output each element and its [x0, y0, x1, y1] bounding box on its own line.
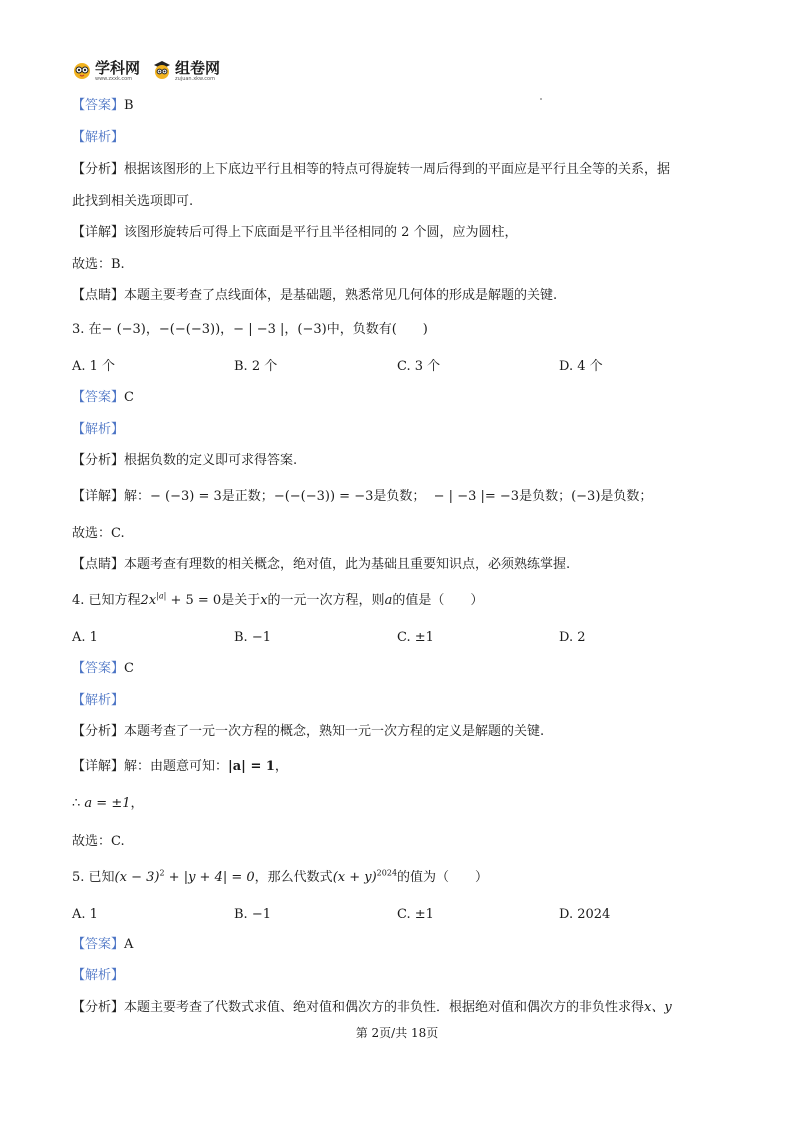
q5-fenxi-vars: x、y [644, 1000, 672, 1015]
q3-stem-suffix: 中，负数有( ) [326, 322, 428, 337]
q4-eq-rest: + 5 = 0 [166, 593, 222, 608]
q4-stem-mid2: 的一元一次方程，则 [267, 593, 385, 608]
q2-dianjing [72, 287, 557, 305]
q3-answer-value: C [124, 390, 134, 405]
stray-dot [540, 98, 542, 100]
fenxi-tag: 【分析】 [72, 724, 125, 739]
q3-answer [72, 389, 134, 407]
q4-answer [72, 660, 134, 678]
q4-fenxi [72, 723, 544, 741]
q4-xj-end: ， [274, 759, 288, 774]
q3-xj-expr-3: − | −3 |= −3 [433, 489, 520, 504]
answer-tag: 【答案】 [72, 98, 125, 113]
q2-analysis-heading [72, 129, 124, 147]
q4-eq-base: 2x [140, 593, 157, 608]
q5-fenxi [72, 999, 672, 1017]
q2-dianjing-text: 本题主要考查了点线面体，是基础题，熟悉常见几何体的形成是解题的关键. [124, 288, 558, 303]
q3-choice: 故选：C. [72, 526, 125, 541]
q5-eq-exponent-1: 2 [159, 868, 165, 878]
dianjing-tag: 【点睛】 [72, 557, 125, 572]
fenxi-tag: 【分析】 [72, 162, 125, 177]
answer-tag: 【答案】 [72, 661, 125, 676]
q5-eq-exponent-3: 2024 [376, 868, 398, 878]
answer-tag: 【答案】 [72, 937, 125, 952]
q3-xj-expr-4: (−3) [571, 489, 601, 504]
q2-fenxi-line2: 此找到相关选项即可. [72, 194, 194, 209]
analysis-tag: 【解析】 [72, 693, 125, 708]
q5-stem-suffix: 的值为（ ） [397, 870, 489, 885]
q4-option-b: B. −1 [234, 630, 271, 645]
q2-fenxi [72, 161, 670, 179]
page-footer: 第 2页/共 18页 [355, 1026, 439, 1040]
q5-fenxi-text: 本题主要考查了代数式求值、绝对值和偶次方的非负性．根据绝对值和偶次方的非负性求得 [124, 1000, 645, 1015]
q3-expr-3: − | −3 | [233, 322, 285, 337]
q3-xj-expr-2: −(−(−3)) = −3 [273, 489, 374, 504]
q2-xiangjie-text: 该图形旋转后可得上下底面是平行且半径相同的 2 个圆，应为圆柱， [124, 225, 518, 240]
q3-sep: ， [145, 322, 159, 337]
q3-fenxi-text: 根据负数的定义即可求得答案. [124, 453, 298, 468]
fenxi-tag: 【分析】 [72, 1000, 125, 1015]
q3-option-d: D. 4 个 [559, 359, 603, 374]
q3-stem-prefix: 3. 在 [72, 322, 102, 337]
q5-option-d: D. 2024 [559, 907, 611, 922]
analysis-tag: 【解析】 [72, 422, 125, 437]
q3-dianjing-text: 本题考查有理数的相关概念，绝对值，此为基础且重要知识点，必须熟练掌握. [124, 557, 571, 572]
q5-option-a: A. 1 [72, 907, 98, 922]
q5-stem [72, 869, 488, 887]
q3-xj-text-3: 是负数； [519, 489, 572, 504]
q4-equation [141, 593, 222, 608]
q4-stem [72, 592, 483, 610]
q4-var-x: x [260, 593, 268, 608]
logo-right-name: 组卷网 [175, 59, 221, 77]
q4-stem-mid: 是关于 [221, 593, 261, 608]
q5-eq-part-1: (x − 3) [114, 870, 160, 885]
xiangjie-tag: 【详解】 [72, 225, 125, 240]
q5-stem-prefix: 5. 已知 [72, 870, 115, 885]
q3-expr-4: (−3) [297, 322, 327, 337]
q5-eq-part-2: + |y + 4| = 0 [164, 870, 255, 885]
q4-therefore-end: ， [130, 796, 144, 811]
q3-stem [72, 321, 428, 339]
q5-analysis-heading [72, 967, 124, 985]
xuekewang-logo [72, 60, 140, 82]
q5-answer-value: A [124, 937, 134, 952]
q4-option-d: D. 2 [559, 630, 586, 645]
q4-xiangjie [72, 758, 288, 776]
logo-left-name: 学科网 [95, 59, 141, 77]
xiangjie-tag: 【详解】 [72, 759, 125, 774]
q2-xiangjie [72, 224, 518, 242]
q3-xj-text-1: 是正数； [221, 489, 274, 504]
analysis-tag: 【解析】 [72, 968, 125, 983]
q4-eq-exponent: |a| [156, 591, 167, 601]
q4-therefore [72, 795, 144, 813]
q4-stem-suffix: 的值是（ ） [392, 593, 484, 608]
header-logos [72, 60, 220, 88]
xiangjie-tag: 【详解】 [72, 489, 125, 504]
analysis-tag: 【解析】 [72, 130, 125, 145]
q4-therefore-eq: a = ±1 [84, 796, 131, 811]
q3-xj-text-2: 是负数； [373, 489, 426, 504]
q3-sep: ， [220, 322, 234, 337]
q3-expr-2: −(−(−3)) [158, 322, 221, 337]
q4-xj-equation: |a| = 1 [228, 759, 275, 774]
q3-sep: ， [284, 322, 298, 337]
q5-eq-part-3: (x + y) [332, 870, 377, 885]
q4-option-a: A. 1 [72, 630, 98, 645]
q5-stem-mid: ，那么代数式 [254, 870, 333, 885]
q3-option-c: C. 3 个 [397, 359, 441, 374]
logo-right-url: zujuan.xkw.com [175, 76, 215, 82]
q2-answer [72, 97, 134, 115]
q3-xj-expr-1: − (−3) = 3 [150, 489, 222, 504]
q3-dianjing [72, 556, 570, 574]
zujuanwang-logo [152, 60, 220, 82]
q3-expr-1: − (−3) [101, 322, 146, 337]
q3-analysis-heading [72, 421, 124, 439]
graduation-owl-icon [152, 60, 172, 80]
q4-var-a: a [384, 593, 393, 608]
q3-fenxi [72, 452, 297, 470]
q3-xiangjie [72, 488, 652, 506]
q4-answer-value: C [124, 661, 134, 676]
therefore-symbol: ∴ [72, 796, 85, 811]
owl-icon [72, 60, 92, 80]
q2-answer-value: B [124, 98, 134, 113]
q4-fenxi-text: 本题考查了一元一次方程的概念，熟知一元一次方程的定义是解题的关键. [124, 724, 545, 739]
q2-fenxi-text: 根据该图形的上下底边平行且相等的特点可得旋转一周后得到的平面应是平行且全等的关系，据 [124, 162, 671, 177]
q2-choice: 故选：B. [72, 257, 125, 272]
q4-option-c: C. ±1 [397, 630, 434, 645]
q3-xj-lead: 解： [124, 489, 151, 504]
q5-option-b: B. −1 [234, 907, 271, 922]
logo-left-url: www.zxxk.com [95, 76, 133, 82]
q5-answer [72, 936, 133, 954]
q4-analysis-heading [72, 692, 124, 710]
q3-xj-text-4: 是负数； [600, 489, 653, 504]
fenxi-tag: 【分析】 [72, 453, 125, 468]
q4-xj-lead: 解：由题意可知： [124, 759, 229, 774]
q4-choice: 故选：C. [72, 834, 125, 849]
q5-option-c: C. ±1 [397, 907, 434, 922]
dianjing-tag: 【点睛】 [72, 288, 125, 303]
answer-tag: 【答案】 [72, 390, 125, 405]
q3-option-a: A. 1 个 [72, 359, 116, 374]
q3-option-b: B. 2 个 [234, 359, 278, 374]
q4-stem-prefix: 4. 已知方程 [72, 593, 141, 608]
